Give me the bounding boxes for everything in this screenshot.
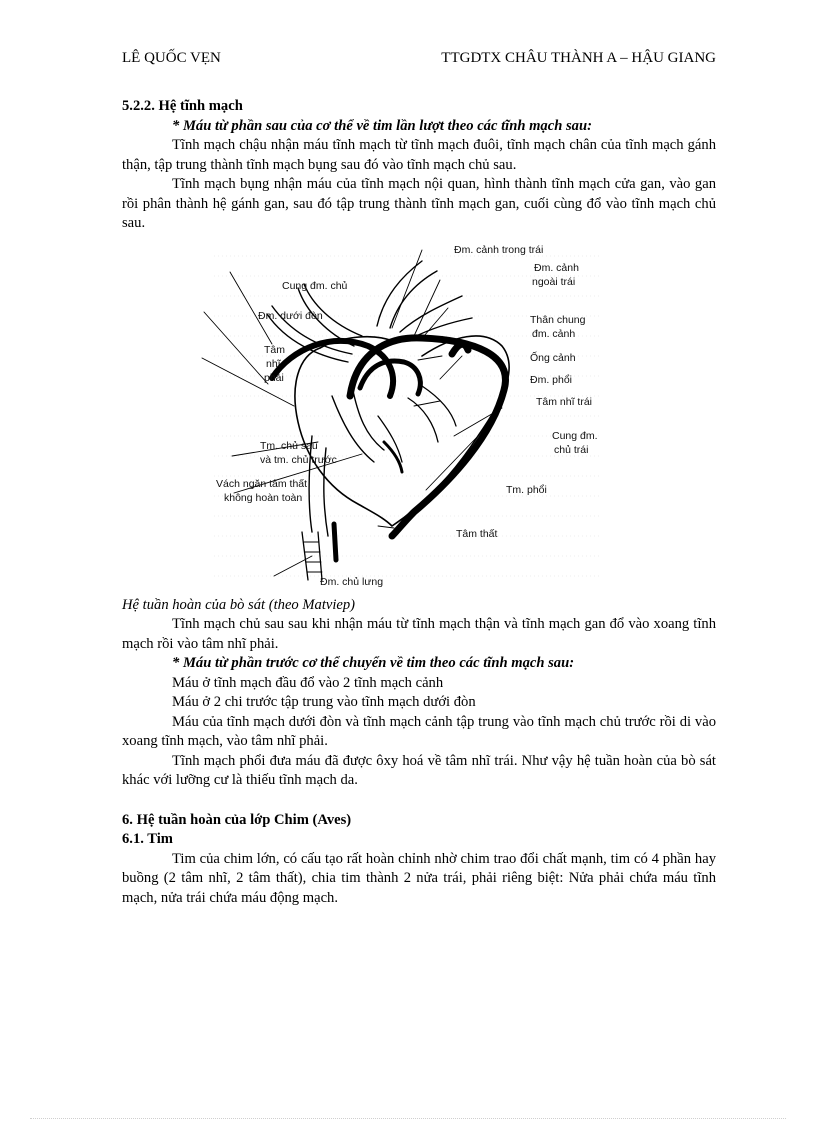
paragraph-5: Tĩnh mạch phổi đưa máu đã được ôxy hoá về tâm nhĩ trái. Như vậy hệ tuần hoàn của bò sát khác với lưỡng cư là thiếu tĩnh mạch da. [122, 752, 716, 788]
label-cung-dm-chu: Cung đm. chủ [282, 279, 348, 292]
page-bottom-rule [30, 1118, 786, 1119]
label-tm-phoi: Tm. phổi [506, 483, 547, 496]
paragraph-6: Tim của chim lớn, có cấu tạo rất hoàn chỉnh nhờ chim trao đổi chất mạnh, tim có 4 phần hay buồng (2 tâm nhĩ, 2 tâm thất), chia tim thành 2 nửa trái, phải riêng biệt: Nửa phải chứa máu tĩnh mạch, nửa trái chứa máu động mạch. [122, 850, 716, 906]
list-line-2: Máu ở 2 chi trước tập trung vào tĩnh mạch dưới đòn [172, 694, 476, 710]
figure-caption: Hệ tuần hoàn của bò sát (theo Matviep) [122, 596, 356, 613]
label-tam-nhi-phai-3: phải [264, 371, 284, 384]
label-tam-nhi-trai: Tâm nhĩ trái [536, 395, 593, 408]
label-vach-ngan-2: không hoàn toàn [224, 491, 303, 504]
paragraph-4: Máu của tĩnh mạch dưới đòn và tĩnh mạch cảnh tập trung vào tĩnh mạch chủ trước rồi di vào xoang tĩnh mạch, vào tâm nhĩ phải. [122, 713, 716, 749]
label-dm-duoi-don: Đm. dưới đòn [258, 309, 323, 322]
label-dm-canh-ngoai-trai-1: Đm. cảnh [534, 261, 579, 274]
label-ong-canh: Ống cảnh [530, 351, 576, 364]
header-author: LÊ QUỐC VẸN [122, 50, 221, 66]
label-dm-chu-lung: Đm. chủ lưng [320, 575, 384, 588]
label-tam-nhi-phai-1: Tâm [264, 343, 285, 356]
label-cung-dm-chu-trai-2: chủ trái [554, 443, 589, 456]
label-cung-dm-chu-trai-1: Cung đm. [552, 429, 598, 442]
document-body [122, 97, 716, 908]
label-tm-chu-sau-1: Tm. chủ sau [260, 439, 318, 452]
section-heading-61: 6.1. Tim [122, 831, 173, 847]
list-line-1: Máu ở tĩnh mạch đầu đổ vào 2 tĩnh mạch cảnh [172, 674, 444, 691]
header-org: TTGDTX CHÂU THÀNH A – HẬU GIANG [441, 50, 716, 66]
label-than-chung-2: đm. cảnh [532, 327, 576, 340]
section-heading-522: 5.2.2. Hệ tĩnh mạch [122, 98, 243, 114]
subheading-anterior-blood: * Máu từ phần trước cơ thể chuyển về tim theo các tĩnh mạch sau: [172, 655, 575, 671]
paragraph-2: Tĩnh mạch bụng nhận máu của tĩnh mạch nội quan, hình thành tĩnh mạch cửa gan, vào gan rồi phân thành hệ gánh gan, sau đó tập trung thành tĩnh mạch gan, cuối cùng đổ vào tĩnh mạch chủ sau. [122, 176, 716, 231]
heart-diagram [122, 236, 716, 596]
section-heading-6: 6. Hệ tuần hoàn của lớp Chim (Aves) [122, 811, 352, 828]
label-tm-chu-sau-2: và tm. chủ trước [260, 453, 337, 466]
paragraph-1: Tĩnh mạch chậu nhận máu tĩnh mạch từ tĩnh mạch đuôi, tĩnh mạch chân của tĩnh mạch gánh thận, tập trung thành tĩnh mạch bụng sau đó vào tĩnh mạch chủ sau. [122, 137, 716, 173]
reptile-circulation-figure [122, 236, 716, 596]
section-spacer [122, 791, 716, 811]
label-dm-canh-ngoai-trai-2: ngoài trái [532, 275, 576, 288]
label-dm-phoi: Đm. phổi [530, 373, 573, 386]
label-than-chung-1: Thân chung [530, 313, 586, 326]
paragraph-3: Tĩnh mạch chủ sau sau khi nhận máu từ tĩnh mạch thận và tĩnh mạch gan đổ vào xoang tĩnh mạch rồi vào tâm nhĩ phải. [122, 616, 716, 652]
label-vach-ngan-1: Vách ngăn tâm thất [216, 477, 308, 490]
label-tam-that: Tâm thất [456, 527, 498, 540]
label-tam-nhi-phai-2: nhĩ [266, 357, 281, 370]
page-header [122, 50, 716, 72]
label-dm-canh-trong-trai: Đm. cảnh trong trái [454, 243, 544, 256]
subheading-posterior-blood: * Máu từ phần sau của cơ thể về tim lần lượt theo các tĩnh mạch sau: [172, 117, 592, 134]
